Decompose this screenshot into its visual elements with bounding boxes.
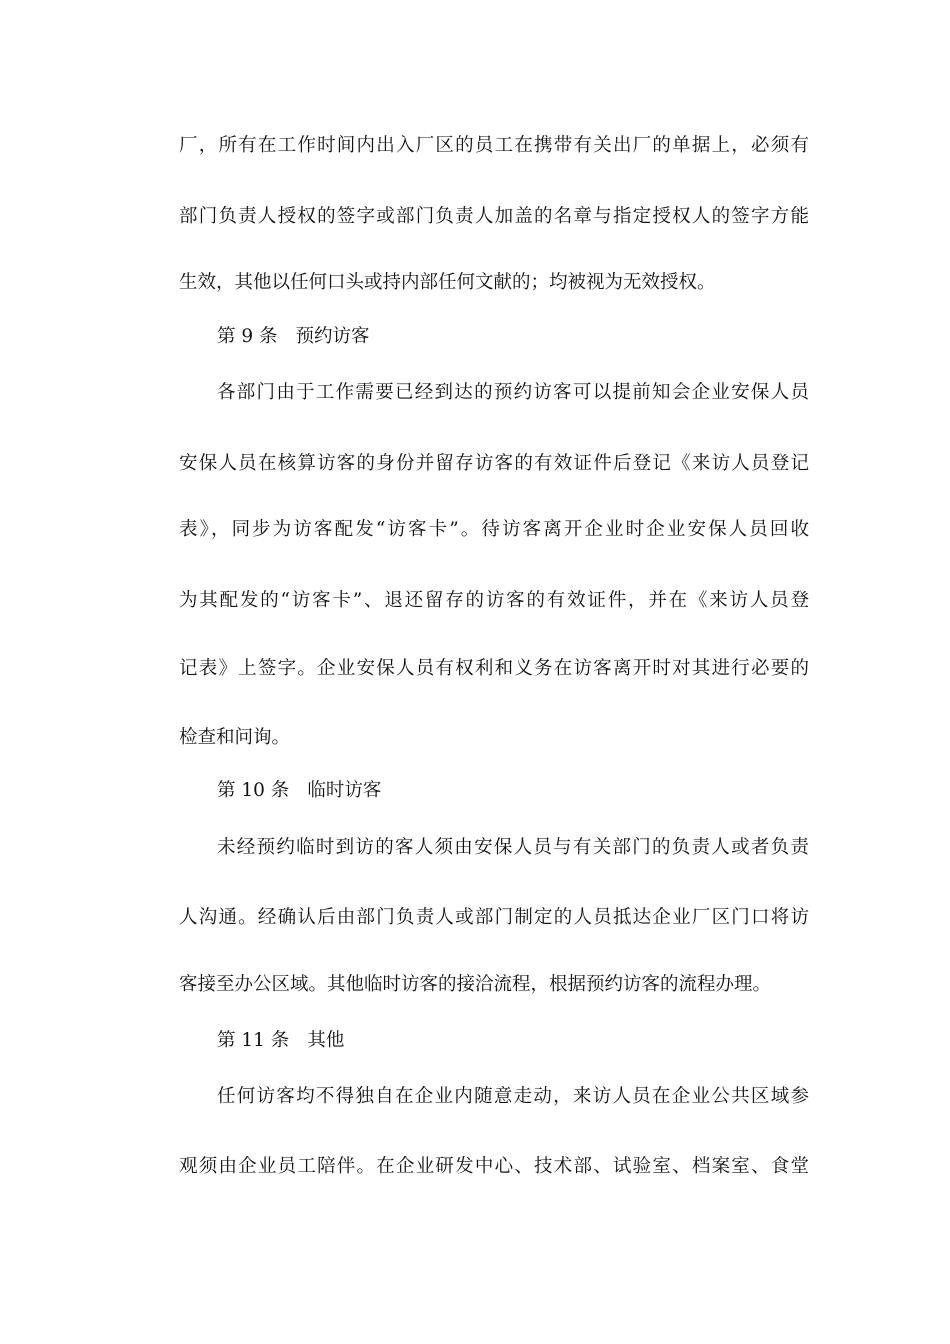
- paragraph-line: 为其配发的“访客卡”、退还留存的访客的有效证件，并在《来访人员登: [179, 590, 809, 611]
- paragraph-line: 人沟通。经确认后由部门负责人或部门制定的人员抵达企业厂区门口将访: [179, 907, 809, 928]
- article-9-heading: [217, 325, 370, 349]
- paragraph-line: 客接至办公区域。其他临时访客的接洽流程，根据预约访客的流程办理。: [179, 974, 772, 995]
- paragraph-line: 各部门由于工作需要已经到达的预约访客可以提前知会企业安保人员: [217, 382, 809, 403]
- paragraph-line: 检查和问询。: [179, 727, 291, 748]
- paragraph-line: 任何访客均不得独自在企业内随意走动，来访人员在企业公共区域参: [217, 1086, 809, 1107]
- paragraph-line: 未经预约临时到访的客人须由安保人员与有关部门的负责人或者负责: [217, 837, 809, 858]
- paragraph-line: 生效，其他以任何口头或持内部任何文献的；均被视为无效授权。: [179, 272, 716, 293]
- article-number: 第 11 条: [217, 1030, 290, 1051]
- paragraph-line: 表》，同步为访客配发“访客卡”。待访客离开企业时企业安保人员回收: [179, 519, 809, 540]
- article-10-heading: [217, 779, 381, 803]
- article-title: 预约访客: [295, 326, 370, 347]
- article-number: 第 10 条: [217, 780, 290, 801]
- article-number: 第 9 条: [217, 326, 278, 347]
- paragraph-line: 安保人员在核算访客的身份并留存访客的有效证件后登记《来访人员登记: [179, 453, 809, 474]
- paragraph-line: 观须由企业员工陪伴。在企业研发中心、技术部、试验室、档案室、食堂: [179, 1156, 809, 1177]
- article-11-heading: [217, 1029, 344, 1053]
- paragraph-line: 厂，所有在工作时间内出入厂区的员工在携带有关出厂的单据上，必须有: [179, 135, 809, 156]
- article-title: 临时访客: [307, 780, 382, 801]
- article-title: 其他: [307, 1030, 345, 1051]
- paragraph-line: 记表》上签字。企业安保人员有权利和义务在访客离开时对其进行必要的: [179, 658, 809, 679]
- paragraph-line: 部门负责人授权的签字或部门负责人加盖的名章与指定授权人的签字方能: [179, 206, 809, 227]
